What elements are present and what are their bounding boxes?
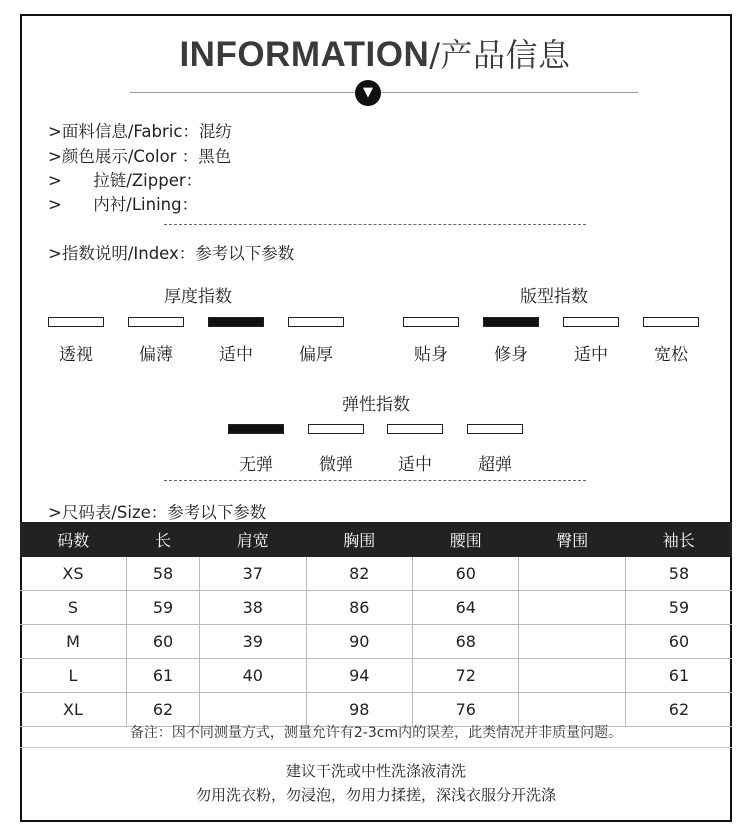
zipper-line: > 拉链/Zipper：: [48, 171, 203, 190]
lining-line: > 内衬/Lining：: [48, 195, 199, 214]
thickness-label: 适中: [219, 345, 253, 365]
fit-bar: [403, 317, 459, 327]
note-divider: [20, 747, 732, 748]
table-cell: 61: [625, 659, 732, 693]
column-header: 长: [126, 522, 199, 557]
elasticity-bar: [308, 424, 364, 434]
elasticity-label: 微弹: [319, 455, 353, 475]
table-cell: 82: [306, 557, 412, 591]
page-title: [0, 30, 750, 76]
table-cell: L: [20, 659, 126, 693]
table-cell: 90: [306, 625, 412, 659]
table-row: [20, 557, 732, 591]
table-cell: 58: [126, 557, 199, 591]
size-heading: >尺码表/Size：参考以下参数: [48, 503, 267, 522]
table-row: [20, 659, 732, 693]
column-header: 肩宽: [200, 522, 306, 557]
table-cell: 94: [306, 659, 412, 693]
dashed-divider: [164, 480, 586, 481]
table-cell: S: [20, 591, 126, 625]
table-cell: XL: [20, 693, 126, 727]
table-cell: 61: [126, 659, 199, 693]
elasticity-bar: [387, 424, 443, 434]
column-header: 码数: [20, 522, 126, 557]
thickness-bar: [208, 317, 264, 327]
size-table: [20, 522, 732, 727]
index-heading: >指数说明/Index：参考以下参数: [48, 244, 295, 263]
table-cell: 72: [413, 659, 519, 693]
elasticity-label: 适中: [398, 455, 432, 475]
thickness-title: 厚度指数: [164, 287, 232, 307]
fabric-line: >面料信息/Fabric：混纺: [48, 122, 232, 141]
dashed-divider: [164, 224, 586, 225]
table-cell: 98: [306, 693, 412, 727]
table-cell: 60: [625, 625, 732, 659]
elasticity-title: 弹性指数: [342, 395, 410, 415]
table-row: [20, 591, 732, 625]
table-cell: 62: [126, 693, 199, 727]
table-cell: 86: [306, 591, 412, 625]
elasticity-bar: [228, 424, 284, 434]
thickness-label: 偏厚: [299, 345, 333, 365]
care-line-2: 勿用洗衣粉，勿浸泡，勿用力揉搓，深浅衣服分开洗涤: [195, 786, 556, 804]
size-table-header: [20, 522, 732, 557]
fit-label: 适中: [574, 345, 608, 365]
table-cell: 58: [625, 557, 732, 591]
thickness-label: 偏薄: [139, 345, 173, 365]
title-divider: [130, 92, 638, 93]
table-cell: [519, 659, 625, 693]
thickness-bar: [48, 317, 104, 327]
elasticity-label: 超弹: [478, 455, 512, 475]
fit-title: 版型指数: [520, 287, 588, 307]
elasticity-label: 无弹: [239, 455, 273, 475]
thickness-bar: [288, 317, 344, 327]
table-cell: 76: [413, 693, 519, 727]
table-cell: 39: [200, 625, 306, 659]
down-arrow-icon: ▼: [355, 80, 381, 106]
title-cn: /产品信息: [429, 36, 571, 74]
column-header: 胸围: [306, 522, 412, 557]
table-cell: 40: [200, 659, 306, 693]
table-cell: 59: [625, 591, 732, 625]
fit-bar: [483, 317, 539, 327]
table-cell: 38: [200, 591, 306, 625]
color-line: >颜色展示/Color ：黑色: [48, 147, 232, 166]
column-header: 臀围: [519, 522, 625, 557]
table-cell: 64: [413, 591, 519, 625]
column-header: 袖长: [625, 522, 732, 557]
table-cell: 59: [126, 591, 199, 625]
thickness-bar: [128, 317, 184, 327]
table-cell: [519, 591, 625, 625]
table-cell: 68: [413, 625, 519, 659]
size-note: 备注：因不同测量方式，测量允许有2-3cm内的误差，此类情况并非质量问题。: [129, 725, 623, 741]
fit-label: 修身: [494, 345, 528, 365]
table-row: [20, 625, 732, 659]
fit-bar: [563, 317, 619, 327]
table-cell: 60: [126, 625, 199, 659]
care-line-1: 建议干洗或中性洗涤液清洗: [285, 762, 466, 780]
column-header: 腰围: [413, 522, 519, 557]
table-cell: [519, 625, 625, 659]
table-cell: 60: [413, 557, 519, 591]
elasticity-bar: [467, 424, 523, 434]
thickness-label: 透视: [59, 345, 93, 365]
table-cell: 37: [200, 557, 306, 591]
table-cell: M: [20, 625, 126, 659]
table-cell: XS: [20, 557, 126, 591]
table-cell: [519, 557, 625, 591]
title-en: INFORMATION: [179, 35, 430, 74]
fit-label: 贴身: [414, 345, 448, 365]
table-cell: 62: [625, 693, 732, 727]
fit-bar: [643, 317, 699, 327]
fit-label: 宽松: [654, 345, 688, 365]
